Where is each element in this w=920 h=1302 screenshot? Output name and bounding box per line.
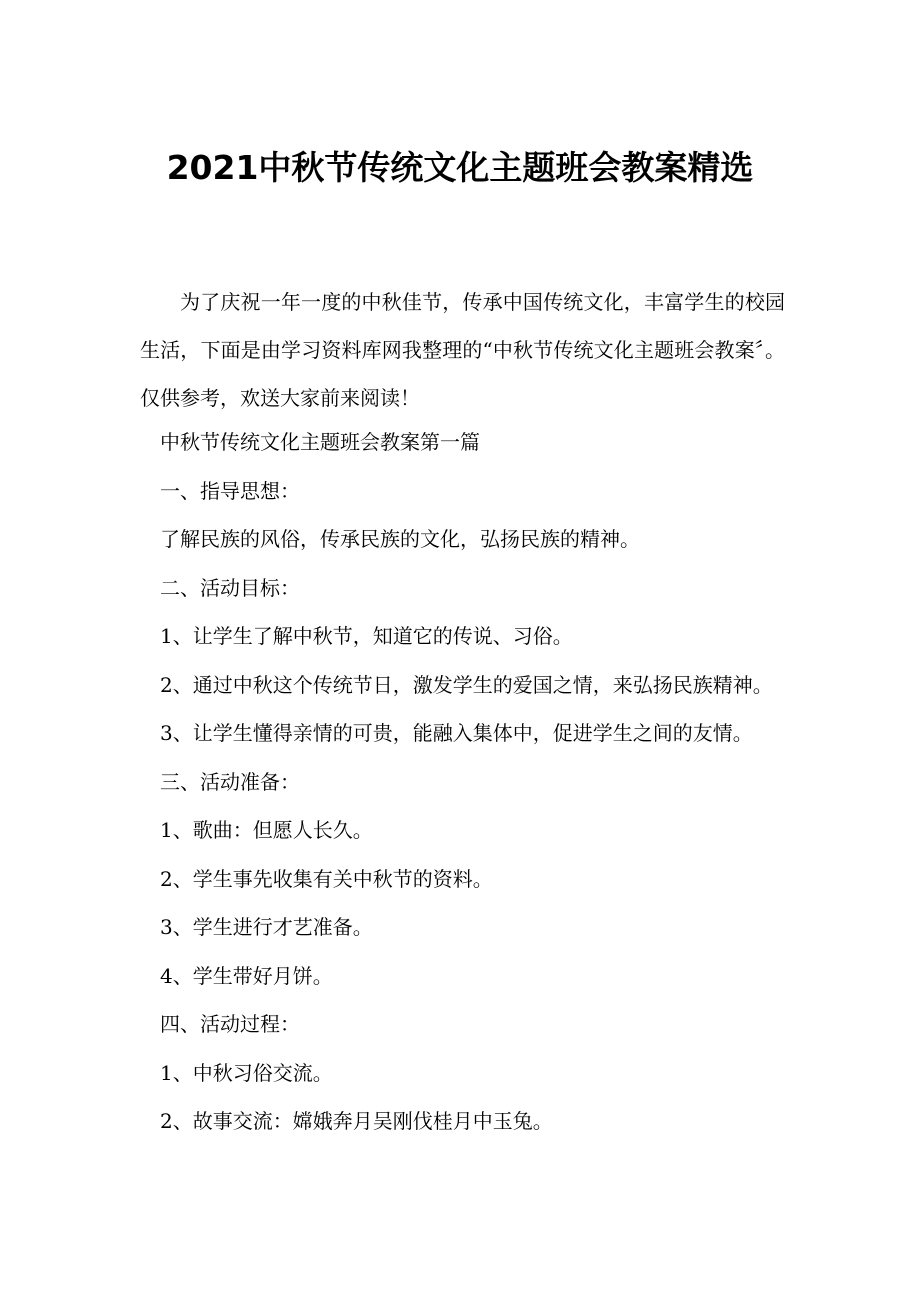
heading-activity-goals: 二、活动目标： xyxy=(160,575,300,600)
document-title: 2021中秋节传统文化主题班会教案精选 xyxy=(166,148,754,187)
list-item: 2、学生事先收集有关中秋节的资料。 xyxy=(160,866,493,891)
list-item: 1、歌曲：但愿人长久。 xyxy=(160,818,373,842)
heading-activity-process: 四、活动过程： xyxy=(160,1012,300,1036)
list-item: 4、学生带好月饼。 xyxy=(160,963,333,988)
list-item: 2、通过中秋这个传统节日，激发学生的爱国之情，来弘扬民族精神。 xyxy=(160,672,773,697)
list-item: 1、中秋习俗交流。 xyxy=(160,1060,333,1085)
list-item: 3、学生进行才艺准备。 xyxy=(160,915,373,939)
section-heading-first: 中秋节传统文化主题班会教案第一篇 xyxy=(160,430,480,454)
list-item: 1、让学生了解中秋节，知道它的传说、习俗。 xyxy=(160,624,573,648)
list-item: 3、让学生懂得亲情的可贵，能融入集体中，促进学生之间的友情。 xyxy=(160,721,753,745)
intro-paragraph: 为了庆祝一年一度的中秋佳节，传承中国传统文化，丰富学生的校园生活，下面是由学习资料库网我整理的“中秋节传统文化主题班会教案〞。仅供参考，欢送大家前来阅读！ xyxy=(140,290,785,410)
paragraph-line: 了解民族的风俗，传承民族的文化，弘扬民族的精神。 xyxy=(160,527,640,551)
heading-activity-prep: 三、活动准备： xyxy=(160,769,300,794)
body-lines xyxy=(140,418,800,1146)
list-item: 2、故事交流：嫦娥奔月吴刚伐桂月中玉兔。 xyxy=(160,1109,553,1133)
heading-guiding-thought: 一、指导思想： xyxy=(160,478,300,503)
